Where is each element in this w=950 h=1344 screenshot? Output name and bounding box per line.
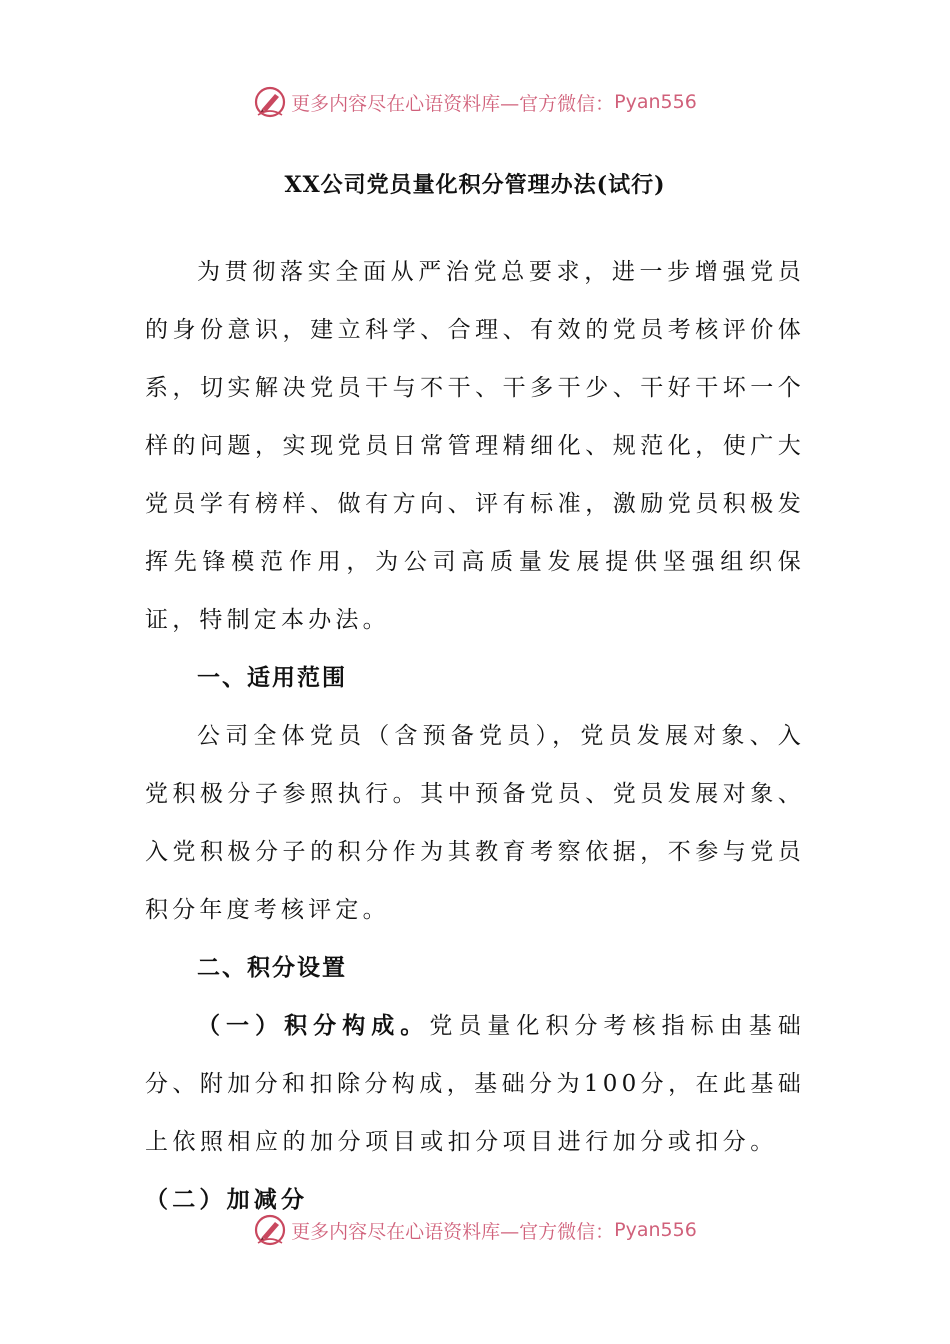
watermark-footer (0, 1210, 950, 1250)
section-heading-scope: 一、适用范围 (197, 664, 347, 691)
intro-paragraph: 为贯彻落实全面从严治党总要求，进一步增强党员的身份意识，建立科学、合理、有效的党员考核评价体系，切实解决党员干与不干、干多干少、干好干坏一个样的问题，实现党员日常管理精细化、规范化，使广大党员学有榜样、做有方向、评有标准，激励党员积极发挥先锋模范作用，为公司高质量发展提供坚强组织保证，特制定本办法。 (145, 259, 805, 633)
points-composition-lead: （一）积分构成。 (197, 1012, 430, 1039)
watermark-handle: Pyan556 (614, 1219, 697, 1241)
points-adjustment-lead: （二）加减分 (145, 1186, 309, 1213)
watermark-header (0, 82, 950, 122)
document-body (145, 243, 805, 1229)
pen-logo-icon (253, 1213, 287, 1247)
watermark-handle: Pyan556 (614, 91, 697, 113)
points-composition-body: 党员量化积分考核指标由基础分、附加分和扣除分构成，基础分为100分，在此基础上依照相应的加分项目或扣分项目进行加分或扣分。 (145, 1013, 805, 1155)
watermark-text: 更多内容尽在心语资料库—官方微信： (291, 92, 615, 115)
section-heading-points: 二、积分设置 (197, 954, 347, 981)
watermark-text: 更多内容尽在心语资料库—官方微信： (291, 1220, 615, 1243)
document-title: XX公司党员量化积分管理办法(试行) (284, 172, 666, 198)
pen-logo-icon (253, 85, 287, 119)
points-composition-paragraph (145, 997, 805, 1229)
scope-paragraph: 公司全体党员（含预备党员），党员发展对象、入党积极分子参照执行。其中预备党员、党员发展对象、入党积极分子的积分作为其教育考察依据，不参与党员积分年度考核评定。 (145, 723, 805, 923)
